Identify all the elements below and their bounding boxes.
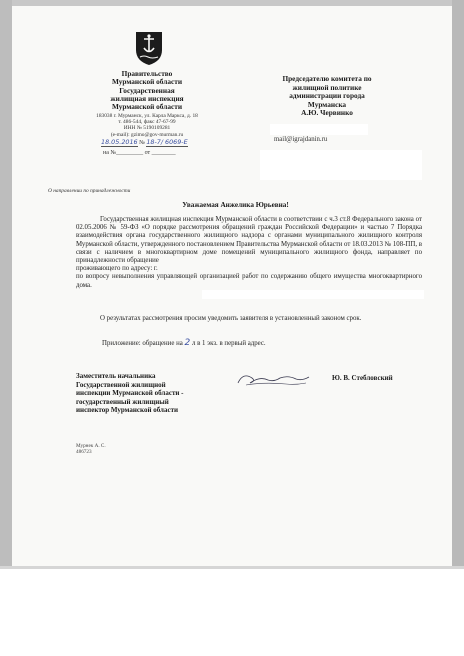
letter-greeting: Уважаемая Анжелика Юрьевна! — [182, 201, 289, 209]
reply-reference-line: на №_________ от ________ — [103, 150, 176, 156]
registration-number-prefix: № — [139, 140, 145, 146]
body-address-line: проживающего по адресу: г. — [76, 265, 158, 273]
body-topic-line: по вопросу невыполнения управляющей организацией работ по содержанию общего имущества многоквартирного дома. — [76, 273, 422, 289]
result-request: О результатах рассмотрения просим уведомить заявителя в установленный законом срок. — [100, 315, 362, 322]
letterhead-address — [72, 113, 222, 138]
signer-title-line: государственный жилищный — [76, 397, 169, 406]
scan-border-bottom — [0, 566, 464, 569]
registration-number: 18-7/ 6069-Е — [146, 138, 188, 146]
executor-info — [76, 443, 106, 456]
recipient-name: А.Ю. Червинко — [301, 108, 353, 118]
registration-line — [101, 138, 241, 147]
signer-name: Ю. В. Стебловский — [332, 374, 393, 382]
attachment-line — [102, 338, 266, 348]
address-line: 183038 г. Мурманск, ул. Карла Маркса, д. 18 — [96, 113, 198, 119]
recipient-line: жилищной политике — [292, 82, 362, 92]
signer-title-line: Заместитель начальника — [76, 372, 156, 380]
letter-subject: О направлении по принадлежности — [48, 188, 131, 194]
attachment-page-count: 2 — [184, 338, 191, 348]
recipient-block — [257, 75, 397, 118]
executor-phone: 486723 — [76, 449, 92, 456]
letterhead-line: Мурманской области — [111, 102, 183, 112]
recipient-line: Мурманска — [307, 99, 347, 109]
letterhead-organization — [72, 70, 222, 111]
letterhead-line: Государственная — [119, 85, 175, 95]
recipient-email: mail@igrajdanin.ru — [274, 136, 328, 143]
executor-name: Мурнек А. С. — [76, 443, 106, 449]
attachment-prefix: Приложение: обращение на — [102, 340, 183, 347]
handwritten-signature — [234, 369, 312, 389]
redacted-area — [202, 290, 424, 299]
signer-title-line: инспектор Мурманской области — [76, 406, 179, 414]
address-line: ИНН № 5190109281 — [123, 125, 171, 132]
scan-border-right — [452, 0, 464, 566]
attachment-suffix: л в 1 экз. в первый адрес. — [191, 340, 266, 347]
recipient-line: Председателю комитета по — [282, 74, 372, 83]
redacted-area — [260, 150, 422, 180]
letterhead-line: жилищная инспекция — [110, 93, 184, 103]
signer-title-line: Государственной жилищной — [76, 380, 166, 389]
scanned-letter — [12, 6, 452, 566]
coat-of-arms-icon — [134, 30, 164, 66]
address-line: (e-mail): gzimo@gov-murman.ru — [110, 131, 184, 138]
redacted-area — [270, 124, 368, 135]
letterhead-line: Мурманской области — [111, 77, 183, 87]
signer-title-line: инспекции Мурманской области - — [76, 389, 184, 397]
address-line: т. 486-544, факс 47-67-99 — [118, 119, 176, 126]
registration-date: 18.05.2016 — [101, 138, 138, 146]
recipient-line: администрации города — [289, 91, 365, 101]
letterhead-line: Правительство — [121, 69, 173, 78]
scan-border-left — [0, 0, 12, 566]
letter-body — [76, 216, 422, 290]
body-paragraph: Государственная жилищная инспекция Мурманской области в соответствии с ч.3 ст.8 Федерального закона от 02.05.2006 № 59-ФЗ «О порядке рассмотрения обращений граждан Российской Федерации» и частью 7 Порядка взаимодействия органа государственного жилищного надзора с органами муниципального жилищного контроля Мурманской области, утвержденного постановлением Правительства Мурманской области от 18.03.2013 № 108-ПП, в связи с наличием в многоквартирном доме помещений муниципального жилищного фонда, направляет по принадлежности обращение — [76, 216, 422, 265]
